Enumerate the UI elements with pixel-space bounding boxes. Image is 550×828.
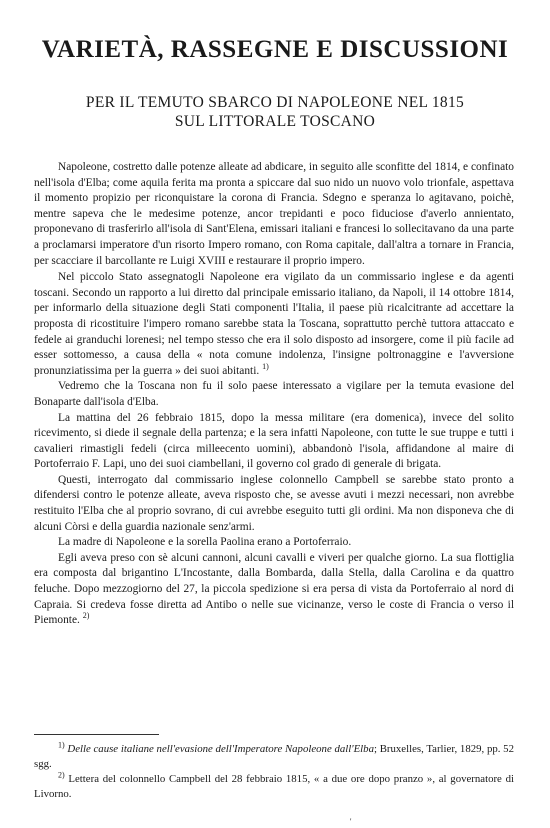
paragraph-1: Napoleone, costretto dalle potenze alleate ad abdicare, in seguito alle sconfitte del 1814, e confinato nell'isola d'Elba; come aquila ferita ma pronta a spiccare dal suo nido un nuovo volo trionfale, aspettava il momento propizio per riconquistare la corona di Francia. Sdegno e speranza lo agitavano, poichè, mentre sapeva che le medesime potenze, ancor trepidanti e poco fiduciose d'averlo annientato, proponevano di trasferirlo all'isola di Sant'Elena, emissari italiani e francesi lo sollecitavano da una parte a proclamarsi imperatore d'un risorto Impero romano, con Roma capitale, dall'altra a tornare in Francia, per scacciare il barcollante re Luigi XVIII e restaurare il proprio impero. xyxy=(34,161,514,267)
paragraph-4: La mattina del 26 febbraio 1815, dopo la messa militare (era domenica), invece del solito ricevimento, si diede il segnale della partenza; e la sera infatti Napoleone, con tutte le sue truppe e tutti i cavalieri rimastigli fedeli (circa milleecento uomini), abbandonò l'isola, affidandone al maire di Portoferraio F. Lapi, uno dei suoi ciambellani, il governo col grado di generale di brigata. xyxy=(34,411,514,471)
article-title-line1: PER IL TEMUTO SBARCO DI NAPOLEONE NEL 1815 xyxy=(85,94,465,111)
article-title xyxy=(0,93,550,131)
paragraph-2 xyxy=(34,270,514,379)
footnote-2-text: Lettera del colonnello Campbell del 28 febbraio 1815, « a due ore dopo pranzo », al governatore di Livorno. xyxy=(34,773,514,800)
footnote-1-marker: 1) xyxy=(58,740,65,750)
folio-mark: ' xyxy=(350,817,352,826)
footnote-1 xyxy=(34,742,514,772)
footnote-rule xyxy=(34,734,159,735)
footnote-ref-1: 1) xyxy=(262,361,269,371)
footnote-1-title: Delle cause italiane nell'evasione dell'Imperatore Napoleone dall'Elba xyxy=(67,743,374,755)
paragraph-7-text: Egli aveva preso con sè alcuni cannoni, alcuni cavalli e viveri per qualche giorno. La sua flottiglia era composta dal brigantino L'Incostante, dalla Bombarda, dalla Stella, dalla Carolina e da quattro feluche. Dopo mezzogiorno del 27, la piccola spedizione si era persa di vista da Portoferraio al nord di Capraia. Si credeva fosse diretta ad Antibo o nelle sue vicinanze, verso le coste di Francia o verso il Piemonte. xyxy=(34,551,514,627)
article-body xyxy=(34,160,514,629)
footnote-2-marker: 2) xyxy=(58,770,65,780)
paragraph-2-text: Nel piccolo Stato assegnatogli Napoleone era vigilato da un commissario inglese e da agenti toscani. Secondo un rapporto a lui diretto dal principale emissario italiano, da Napoli, il 14 ottobre 1814, per informarlo della situazione degli Stati componenti l'Italia, il paese più ricalcitrante ad accettare la proposta di ricostituire l'impero romano sarebbe stata la Toscana, soprattutto perchè tuttora attaccato e fedele ai granduchi lorenesi; nel tempo stesso che era il solo disposto ad insorgere, come il più facile ad esser sottomesso, a causa della « nota comune indolenza, l'insigne poltronaggine e l'avversione pronunziatissima per la guerra » dei suoi abitanti. xyxy=(34,271,514,377)
paragraph-6: La madre di Napoleone e la sorella Paolina erano a Portoferraio. xyxy=(58,536,352,549)
footnote-2 xyxy=(34,772,514,802)
paragraph-3: Vedremo che la Toscana non fu il solo paese interessato a vigilare per la temuta evasione del Bonaparte dall'isola d'Elba. xyxy=(34,380,514,408)
footnotes xyxy=(34,742,514,802)
paragraph-5: Questi, interrogato dal commissario inglese colonnello Campbell se sarebbe stato pronto a difendersi contro le potenze alleate, aveva risposto che, se avesse avuti i mezzi necessari, non avrebbe restituito l'Elba che al proprio sovrano, di cui avrebbe eseguito tutti gli ordini. Ma non disponeva che di alcuni Còrsi e della guardia nazionale senz'armi. xyxy=(34,473,514,533)
section-title: VARIETÀ, RASSEGNE E DISCUSSIONI xyxy=(41,36,509,63)
paragraph-7 xyxy=(34,551,514,629)
footnote-1-rest: ; Bruxelles, Tarlier, 1829, pp. 52 sgg. xyxy=(34,743,514,770)
footnote-ref-2: 2) xyxy=(82,611,90,621)
article-title-line2: SUL LITTORALE TOSCANO xyxy=(174,113,376,130)
